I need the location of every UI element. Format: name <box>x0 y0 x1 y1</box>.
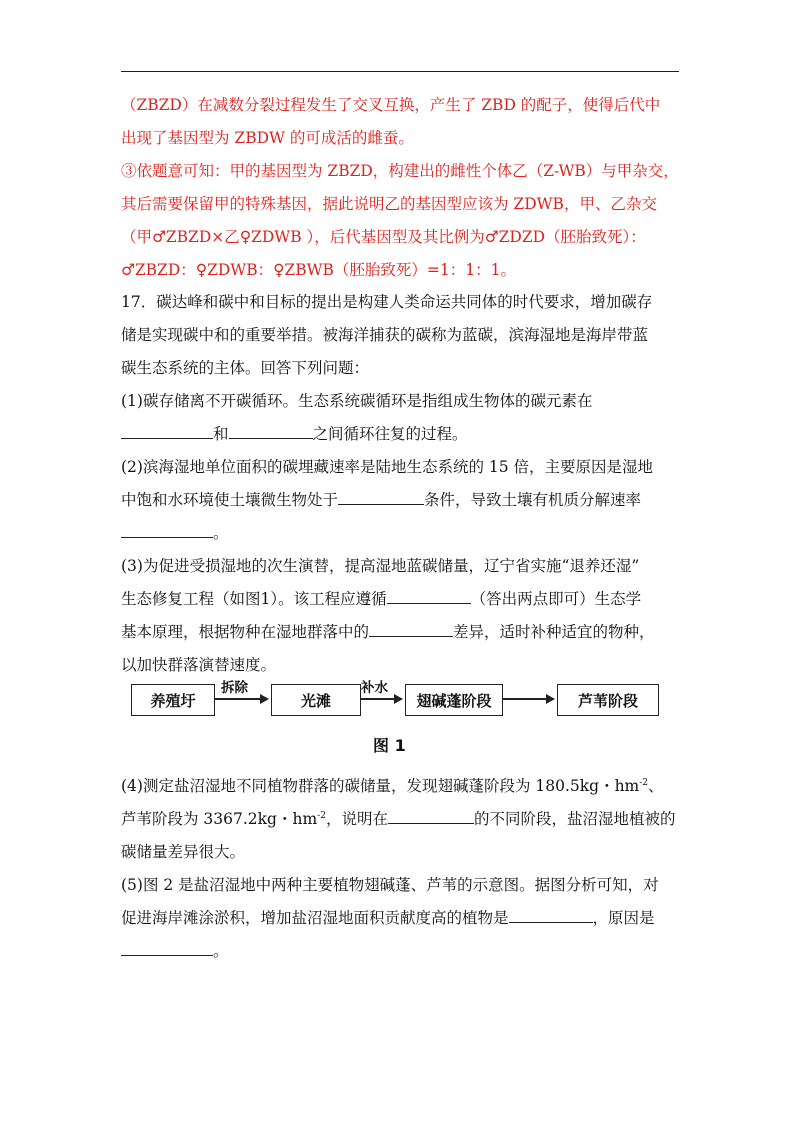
figure-1-flowchart <box>131 676 671 724</box>
answer-blank[interactable] <box>121 941 213 956</box>
question-17-intro-1: 17．碳达峰和碳中和目标的提出是构建人类命运共同体的时代要求，增加碳存 <box>121 293 653 311</box>
flow-box-reed-stage: 芦苇阶段 <box>557 684 659 716</box>
flow-arrow-1 <box>215 680 267 700</box>
part-3-text: 基本原理，根据物种在湿地群落中的 <box>121 623 370 641</box>
part-4-line-2 <box>121 808 675 830</box>
header-rule <box>121 71 679 72</box>
flow-arrow-3 <box>503 698 553 700</box>
question-17-intro-2: 储是实现碳中和的重要举措。被海洋捕获的碳称为蓝碳，滨海湿地是海岸带蓝 <box>121 326 649 344</box>
answer-blank[interactable] <box>387 589 471 604</box>
answer-blank[interactable] <box>121 523 213 538</box>
flow-arrow-label: 补水 <box>361 680 388 696</box>
figure-1-caption: 图 1 <box>373 736 406 755</box>
flow-box-mudflat: 光滩 <box>271 684 361 716</box>
part-5-line-1: (5)图 2 是盐沼湿地中两种主要植物翅碱蓬、芦苇的示意图。据图分析可知，对 <box>121 876 659 894</box>
part-3-line-3 <box>121 621 655 643</box>
answer-line-1: （ZBZD）在减数分裂过程发生了交叉互换，产生了 ZBD 的配子，使得后代中 <box>121 96 661 114</box>
part-4-text: 的不同阶段，盐沼湿地植被的 <box>473 810 676 828</box>
answer-line-3: ③依题意可知：甲的基因型为 ZBZD，构建出的雌性个体乙（Z-WB）与甲杂交， <box>121 162 679 180</box>
answer-line-6: ♂ZBZD：♀ZDWB：♀ZBWB（胚胎致死）=1：1：1。 <box>121 261 516 279</box>
part-1-text: 和 <box>213 425 229 443</box>
part-3-line-1: (3)为促进受损湿地的次生演替，提高湿地蓝碳储量，辽宁省实施“退养还湿” <box>121 557 640 575</box>
part-5-line-2 <box>121 907 655 929</box>
part-5-line-3 <box>121 940 229 962</box>
part-1-line-1: (1)碳存储离不开碳循环。生态系统碳循环是指组成生物体的碳元素在 <box>121 392 593 410</box>
part-3-text: （答出两点即可）生态学 <box>470 590 642 608</box>
part-4-text: 、 <box>648 777 664 795</box>
question-17-intro-3: 碳生态系统的主体。回答下列问题： <box>121 359 370 377</box>
answer-line-2: 出现了基因型为 ZBDW 的可成活的雌蚕。 <box>121 129 414 147</box>
part-2-line-2 <box>121 489 641 511</box>
part-5-text: 。 <box>213 942 229 960</box>
part-1-text: 之间循环往复的过程。 <box>312 425 468 443</box>
flow-arrow-2 <box>361 680 401 700</box>
part-5-text: 促进海岸滩涂淤积，增加盐沼湿地面积贡献度高的植物是 <box>121 909 509 927</box>
part-3-text: 生态修复工程（如图1）。该工程应遵循 <box>121 590 387 608</box>
part-3-line-4: 以加快群落演替速度。 <box>121 656 277 674</box>
part-4-text: (4)测定盐沼湿地不同植物群落的碳储量，发现翅碱蓬阶段为 180.5kg・hm <box>121 777 640 795</box>
part-5-text: ，原因是 <box>592 909 655 927</box>
answer-blank[interactable] <box>509 908 593 923</box>
part-2-text: 条件，导致土壤有机质分解速率 <box>424 491 642 509</box>
answer-blank[interactable] <box>388 809 474 824</box>
flow-arrow-label: 拆除 <box>221 680 248 696</box>
part-2-line-3 <box>121 522 229 544</box>
part-3-text: 差异，适时补种适宜的物种， <box>453 623 655 641</box>
answer-blank[interactable] <box>229 424 313 439</box>
part-3-line-2 <box>121 588 641 610</box>
part-4-line-3: 碳储量差异很大。 <box>121 843 246 861</box>
answer-blank[interactable] <box>121 424 213 439</box>
part-2-line-1: (2)滨海湿地单位面积的碳埋藏速率是陆地生态系统的 15 倍，主要原因是湿地 <box>121 458 654 476</box>
answer-line-4: 其后需要保留甲的特殊基因，据此说明乙的基因型应该为 ZDWB，甲、乙杂交 <box>121 195 657 213</box>
part-4-line-1 <box>121 775 664 797</box>
part-2-text: 。 <box>213 524 229 542</box>
flow-box-suaeda-stage: 翅碱蓬阶段 <box>405 684 503 716</box>
answer-blank[interactable] <box>338 490 424 505</box>
part-4-text: 芦苇阶段为 3367.2kg・hm <box>121 810 318 828</box>
unit-exponent: -2 <box>639 778 649 788</box>
part-2-text: 中饱和水环境使土壤微生物处于 <box>121 491 339 509</box>
answer-blank[interactable] <box>369 622 453 637</box>
part-4-text: ，说明在 <box>325 810 388 828</box>
flow-box-aquaculture: 养殖圩 <box>131 684 215 716</box>
unit-exponent: -2 <box>317 811 326 821</box>
answer-line-5: （甲♂ZBZD×乙♀ZDWB ），后代基因型及其比例为♂ZDZD（胚胎致死）： <box>121 228 646 246</box>
part-1-line-2 <box>121 423 468 445</box>
